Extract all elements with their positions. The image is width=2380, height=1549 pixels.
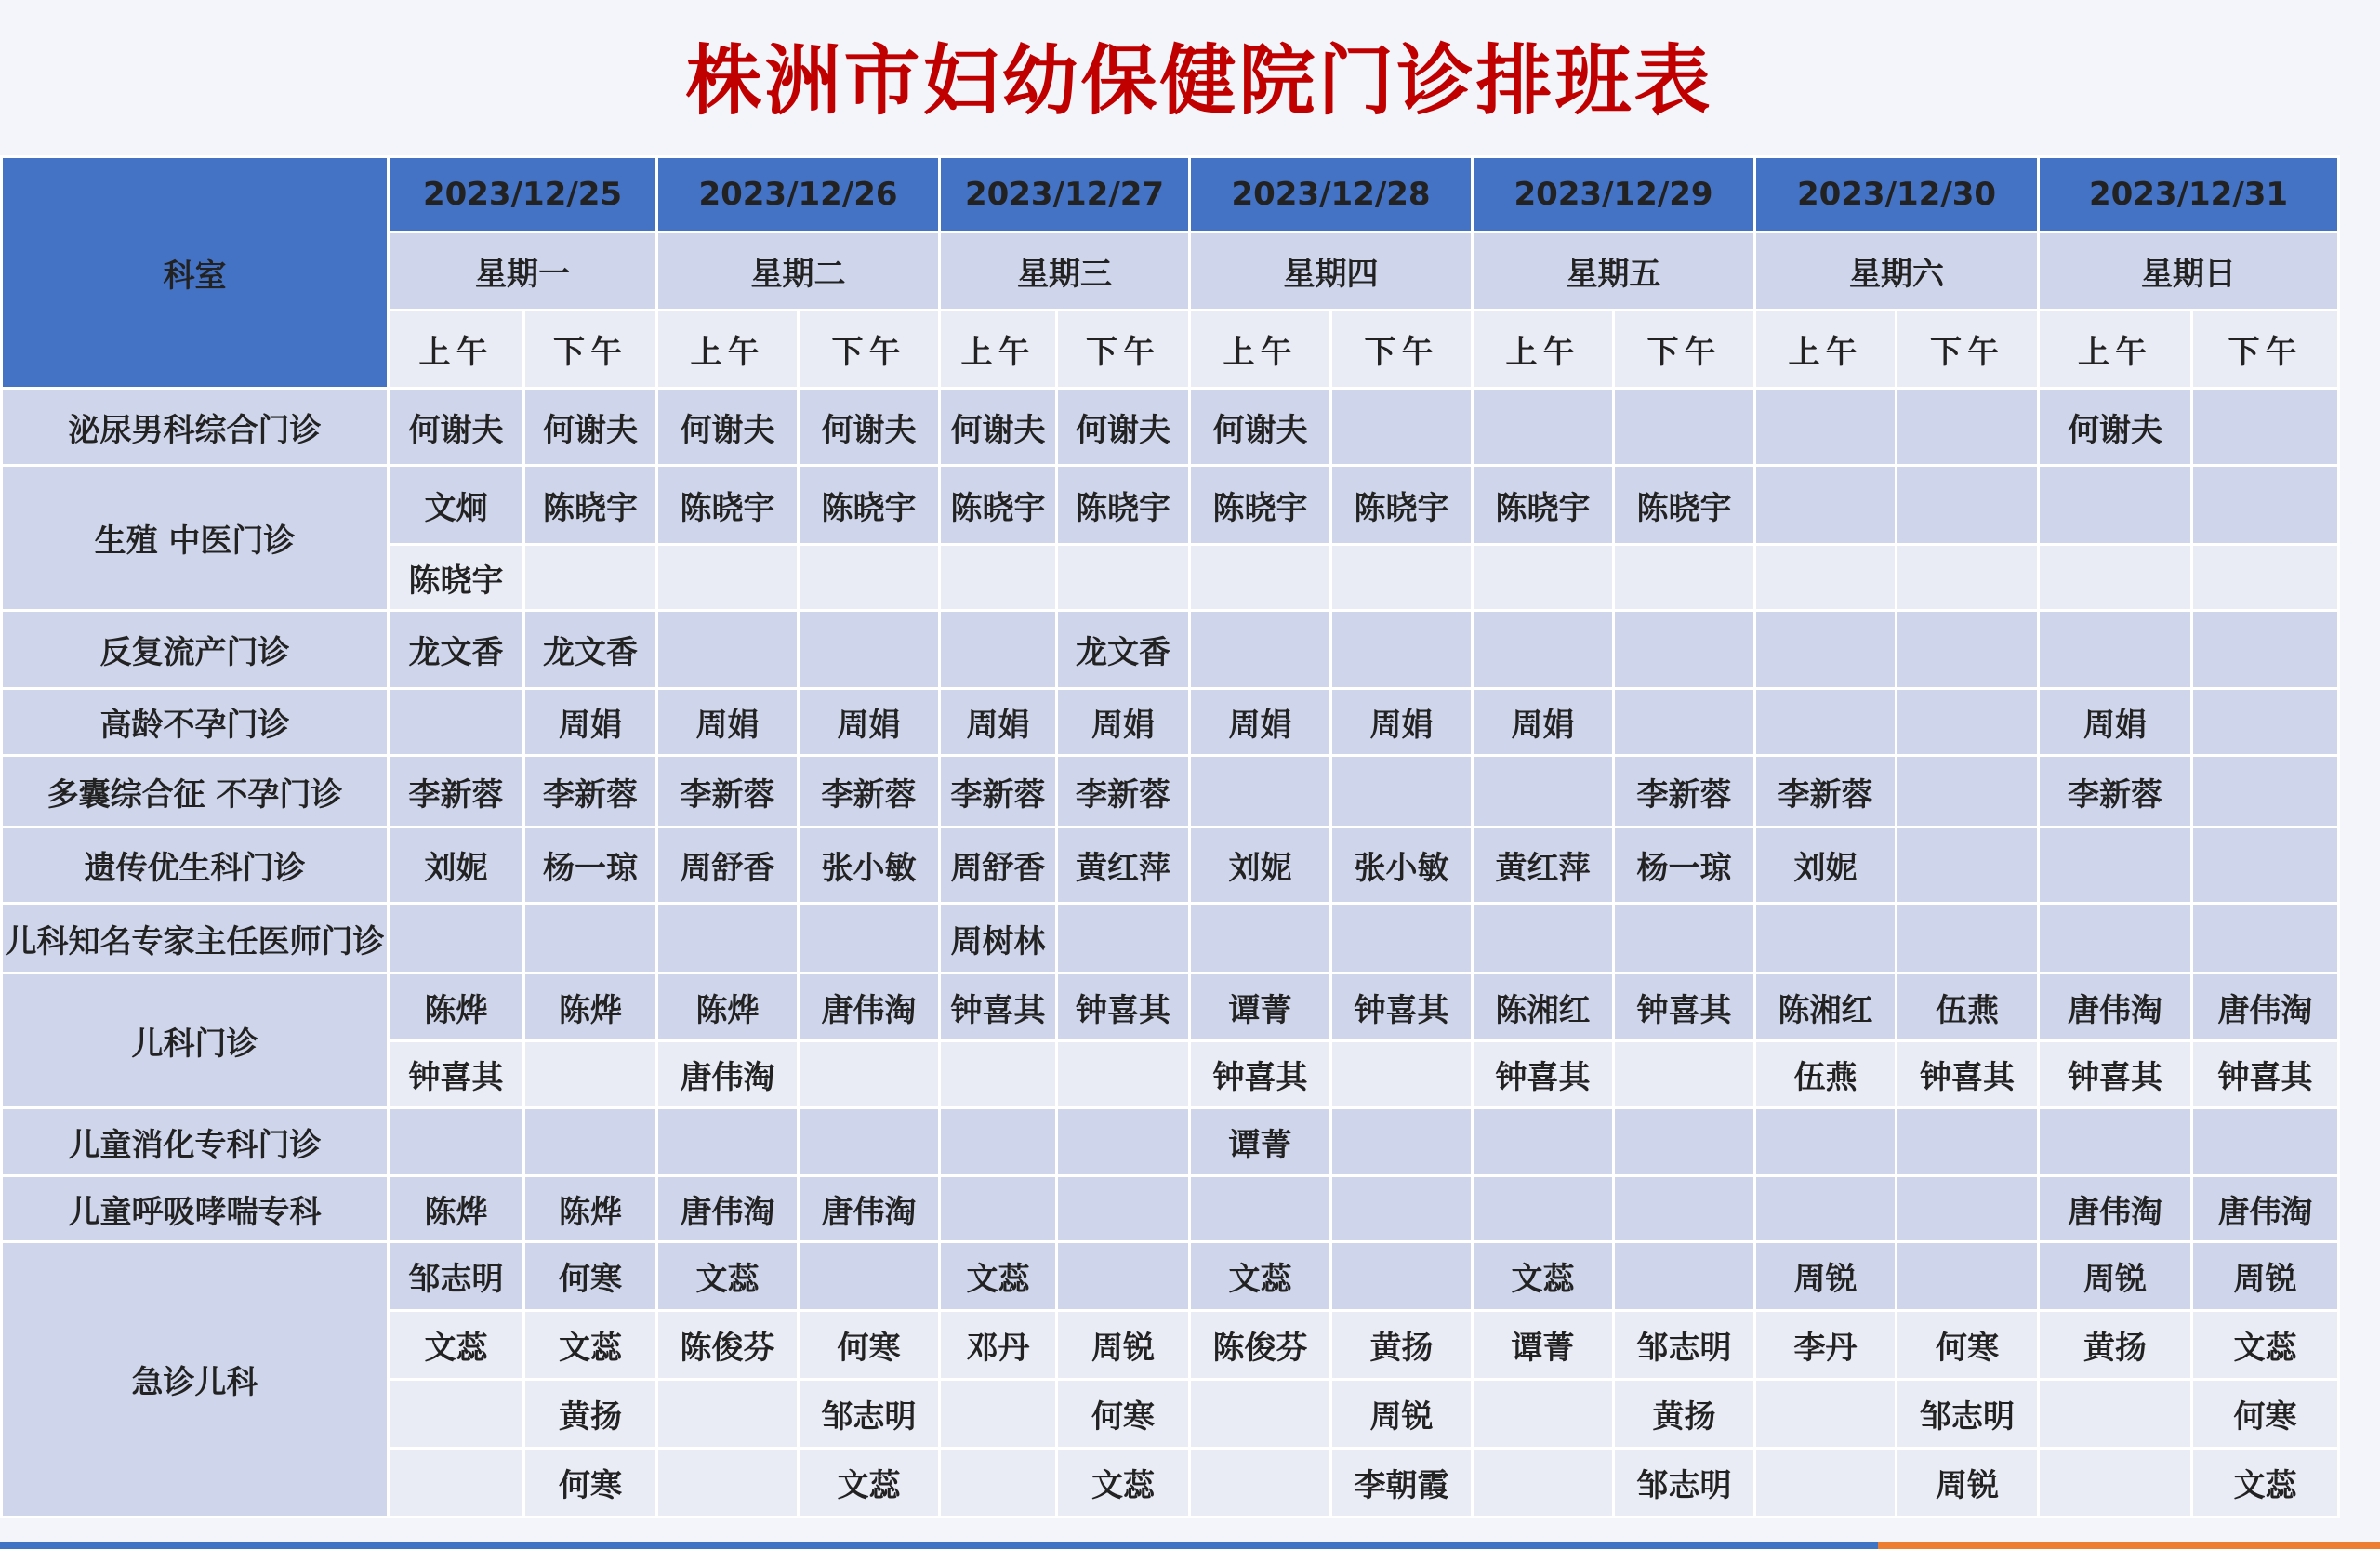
doctor-cell: 邹志明 <box>1897 1380 2039 1449</box>
doctor-cell <box>1331 1176 1473 1242</box>
doctor-cell <box>1614 1108 1755 1176</box>
table-row <box>2 1176 2339 1242</box>
doctor-cell: 龙文香 <box>1057 611 1190 689</box>
pm-header: 下午 <box>1614 311 1755 389</box>
doctor-cell: 周锐 <box>1057 1311 1190 1380</box>
dept-name: 反复流产门诊 <box>2 611 389 689</box>
doctor-cell: 周娟 <box>1331 689 1473 756</box>
doctor-cell: 刘妮 <box>389 827 524 904</box>
doctor-cell: 李新蓉 <box>940 756 1057 827</box>
doctor-cell: 李新蓉 <box>524 756 657 827</box>
doctor-cell <box>799 1041 940 1108</box>
footer-bar-accent <box>1878 1542 2380 1549</box>
doctor-cell <box>1331 904 1473 973</box>
doctor-cell: 龙文香 <box>389 611 524 689</box>
doctor-cell: 唐伟淘 <box>2039 1176 2192 1242</box>
doctor-cell <box>657 1449 799 1517</box>
doctor-cell <box>389 904 524 973</box>
doctor-cell: 何谢夫 <box>799 389 940 466</box>
doctor-cell <box>1614 1176 1755 1242</box>
doctor-cell <box>657 1108 799 1176</box>
doctor-cell: 陈俊芬 <box>1190 1311 1331 1380</box>
weekday-header: 星期六 <box>1755 232 2039 311</box>
doctor-cell <box>1755 1108 1897 1176</box>
schedule-body <box>2 389 2339 1517</box>
date-header: 2023/12/30 <box>1755 157 2039 232</box>
weekday-header: 星期二 <box>657 232 940 311</box>
doctor-cell <box>1614 611 1755 689</box>
doctor-cell: 陈晓宇 <box>1614 466 1755 545</box>
table-row <box>2 389 2339 466</box>
doctor-cell: 文蕊 <box>1190 1242 1331 1311</box>
doctor-cell <box>1897 545 2039 611</box>
weekday-header: 星期三 <box>940 232 1190 311</box>
doctor-cell <box>657 545 799 611</box>
doctor-cell: 李新蓉 <box>1057 756 1190 827</box>
doctor-cell <box>1614 389 1755 466</box>
table-row <box>2 1108 2339 1176</box>
doctor-cell <box>2192 689 2339 756</box>
doctor-cell <box>2039 466 2192 545</box>
doctor-cell <box>1190 1176 1331 1242</box>
schedule-table <box>0 155 2340 1518</box>
doctor-cell: 黄红萍 <box>1057 827 1190 904</box>
doctor-cell <box>2039 545 2192 611</box>
pm-header: 下午 <box>1331 311 1473 389</box>
doctor-cell <box>2192 611 2339 689</box>
doctor-cell <box>2192 827 2339 904</box>
date-header: 2023/12/29 <box>1473 157 1755 232</box>
doctor-cell: 陈晓宇 <box>940 466 1057 545</box>
doctor-cell <box>1614 904 1755 973</box>
doctor-cell: 杨一琼 <box>1614 827 1755 904</box>
doctor-cell: 何寒 <box>524 1242 657 1311</box>
doctor-cell: 何寒 <box>2192 1380 2339 1449</box>
weekday-header: 星期四 <box>1190 232 1473 311</box>
doctor-cell: 陈晓宇 <box>1473 466 1614 545</box>
doctor-cell: 周娟 <box>1473 689 1614 756</box>
doctor-cell: 伍燕 <box>1755 1041 1897 1108</box>
am-header: 上午 <box>1755 311 1897 389</box>
doctor-cell <box>1755 1176 1897 1242</box>
doctor-cell <box>1755 1449 1897 1517</box>
doctor-cell <box>940 611 1057 689</box>
doctor-cell: 文蕊 <box>2192 1449 2339 1517</box>
doctor-cell <box>799 904 940 973</box>
doctor-cell: 刘妮 <box>1190 827 1331 904</box>
doctor-cell: 文蕊 <box>524 1311 657 1380</box>
doctor-cell <box>1897 904 2039 973</box>
doctor-cell <box>940 1449 1057 1517</box>
doctor-cell <box>1897 389 2039 466</box>
date-header: 2023/12/25 <box>389 157 657 232</box>
doctor-cell: 周娟 <box>657 689 799 756</box>
doctor-cell <box>1473 1108 1614 1176</box>
doctor-cell: 唐伟淘 <box>657 1041 799 1108</box>
doctor-cell: 陈俊芬 <box>657 1311 799 1380</box>
doctor-cell <box>1331 1108 1473 1176</box>
doctor-cell: 陈晓宇 <box>1190 466 1331 545</box>
doctor-cell <box>1755 611 1897 689</box>
doctor-cell <box>1473 904 1614 973</box>
date-header: 2023/12/31 <box>2039 157 2339 232</box>
doctor-cell: 谭菁 <box>1190 973 1331 1041</box>
doctor-cell: 钟喜其 <box>1614 973 1755 1041</box>
doctor-cell: 周娟 <box>1190 689 1331 756</box>
doctor-cell <box>1331 1242 1473 1311</box>
doctor-cell: 张小敏 <box>799 827 940 904</box>
doctor-cell: 龙文香 <box>524 611 657 689</box>
doctor-cell <box>2192 756 2339 827</box>
doctor-cell: 陈湘红 <box>1473 973 1614 1041</box>
doctor-cell: 钟喜其 <box>1897 1041 2039 1108</box>
doctor-cell <box>1755 545 1897 611</box>
doctor-cell <box>1755 689 1897 756</box>
doctor-cell: 黄红萍 <box>1473 827 1614 904</box>
doctor-cell <box>1190 611 1331 689</box>
doctor-cell <box>389 1108 524 1176</box>
doctor-cell <box>1897 827 2039 904</box>
doctor-cell: 周锐 <box>2039 1242 2192 1311</box>
doctor-cell <box>1614 545 1755 611</box>
doctor-cell: 钟喜其 <box>2039 1041 2192 1108</box>
doctor-cell: 文炯 <box>389 466 524 545</box>
doctor-cell: 邹志明 <box>389 1242 524 1311</box>
doctor-cell <box>1473 611 1614 689</box>
doctor-cell: 钟喜其 <box>389 1041 524 1108</box>
doctor-cell <box>2039 1449 2192 1517</box>
doctor-cell: 邹志明 <box>1614 1311 1755 1380</box>
doctor-cell <box>1057 1176 1190 1242</box>
am-header: 上午 <box>940 311 1057 389</box>
doctor-cell: 何谢夫 <box>1190 389 1331 466</box>
doctor-cell <box>940 545 1057 611</box>
table-row <box>2 689 2339 756</box>
doctor-cell: 唐伟淘 <box>2192 973 2339 1041</box>
doctor-cell <box>657 611 799 689</box>
doctor-cell <box>1473 1449 1614 1517</box>
doctor-cell: 谭菁 <box>1473 1311 1614 1380</box>
doctor-cell: 陈晓宇 <box>1057 466 1190 545</box>
doctor-cell <box>799 545 940 611</box>
doctor-cell <box>1190 1449 1331 1517</box>
doctor-cell <box>1473 1176 1614 1242</box>
weekday-header: 星期五 <box>1473 232 1755 311</box>
doctor-cell: 陈湘红 <box>1755 973 1897 1041</box>
doctor-cell: 陈晓宇 <box>524 466 657 545</box>
doctor-cell: 黄扬 <box>524 1380 657 1449</box>
dept-name: 高龄不孕门诊 <box>2 689 389 756</box>
doctor-cell: 周舒香 <box>657 827 799 904</box>
doctor-cell: 唐伟淘 <box>799 1176 940 1242</box>
doctor-cell: 邹志明 <box>799 1380 940 1449</box>
doctor-cell <box>1897 466 2039 545</box>
doctor-cell: 何寒 <box>799 1311 940 1380</box>
table-row <box>2 756 2339 827</box>
doctor-cell <box>799 1108 940 1176</box>
doctor-cell: 周娟 <box>799 689 940 756</box>
table-row <box>2 466 2339 545</box>
doctor-cell: 钟喜其 <box>940 973 1057 1041</box>
doctor-cell <box>2192 389 2339 466</box>
dept-name: 多囊综合征 不孕门诊 <box>2 756 389 827</box>
am-header: 上午 <box>657 311 799 389</box>
doctor-cell: 陈晓宇 <box>799 466 940 545</box>
pm-header: 下午 <box>2192 311 2339 389</box>
doctor-cell <box>1057 1242 1190 1311</box>
doctor-cell: 周娟 <box>1057 689 1190 756</box>
doctor-cell: 陈烨 <box>657 973 799 1041</box>
doctor-cell: 钟喜其 <box>1057 973 1190 1041</box>
doctor-cell: 周树林 <box>940 904 1057 973</box>
doctor-cell: 李朝霞 <box>1331 1449 1473 1517</box>
doctor-cell <box>389 1380 524 1449</box>
doctor-cell: 何寒 <box>1897 1311 2039 1380</box>
doctor-cell <box>389 689 524 756</box>
doctor-cell: 陈晓宇 <box>389 545 524 611</box>
doctor-cell: 伍燕 <box>1897 973 2039 1041</box>
table-row <box>2 904 2339 973</box>
am-header: 上午 <box>389 311 524 389</box>
doctor-cell <box>1190 756 1331 827</box>
dept-name: 生殖 中医门诊 <box>2 466 389 611</box>
dept-name: 泌尿男科综合门诊 <box>2 389 389 466</box>
doctor-cell: 钟喜其 <box>2192 1041 2339 1108</box>
pm-header: 下午 <box>524 311 657 389</box>
doctor-cell: 钟喜其 <box>1331 973 1473 1041</box>
dept-name: 儿童呼吸哮喘专科 <box>2 1176 389 1242</box>
doctor-cell <box>524 1108 657 1176</box>
am-header: 上午 <box>1190 311 1331 389</box>
pm-header: 下午 <box>1897 311 2039 389</box>
date-header: 2023/12/26 <box>657 157 940 232</box>
doctor-cell <box>940 1108 1057 1176</box>
doctor-cell <box>2039 827 2192 904</box>
doctor-cell <box>2039 904 2192 973</box>
doctor-cell: 李新蓉 <box>1755 756 1897 827</box>
doctor-cell: 文蕊 <box>2192 1311 2339 1380</box>
doctor-cell <box>1755 389 1897 466</box>
doctor-cell <box>1190 904 1331 973</box>
doctor-cell: 何谢夫 <box>940 389 1057 466</box>
doctor-cell <box>1331 611 1473 689</box>
doctor-cell <box>940 1380 1057 1449</box>
doctor-cell <box>1057 904 1190 973</box>
date-row <box>2 157 2339 232</box>
doctor-cell <box>2192 545 2339 611</box>
doctor-cell: 文蕊 <box>799 1449 940 1517</box>
doctor-cell: 何谢夫 <box>389 389 524 466</box>
doctor-cell <box>1897 689 2039 756</box>
doctor-cell <box>1473 389 1614 466</box>
doctor-cell: 李新蓉 <box>1614 756 1755 827</box>
table-row <box>2 1242 2339 1311</box>
doctor-cell <box>1897 611 2039 689</box>
doctor-cell: 周锐 <box>1897 1449 2039 1517</box>
am-header: 上午 <box>1473 311 1614 389</box>
doctor-cell <box>524 545 657 611</box>
doctor-cell: 黄扬 <box>2039 1311 2192 1380</box>
doctor-cell: 陈烨 <box>524 973 657 1041</box>
doctor-cell: 何谢夫 <box>524 389 657 466</box>
doctor-cell: 谭菁 <box>1190 1108 1331 1176</box>
doctor-cell <box>940 1041 1057 1108</box>
doctor-cell: 陈晓宇 <box>1331 466 1473 545</box>
doctor-cell: 何谢夫 <box>1057 389 1190 466</box>
doctor-cell <box>799 1242 940 1311</box>
date-header: 2023/12/28 <box>1190 157 1473 232</box>
doctor-cell: 李新蓉 <box>799 756 940 827</box>
doctor-cell <box>2192 1108 2339 1176</box>
doctor-cell <box>1614 1242 1755 1311</box>
date-header: 2023/12/27 <box>940 157 1190 232</box>
doctor-cell: 陈烨 <box>389 1176 524 1242</box>
doctor-cell: 陈晓宇 <box>657 466 799 545</box>
doctor-cell: 邹志明 <box>1614 1449 1755 1517</box>
doctor-cell <box>2192 466 2339 545</box>
doctor-cell: 周娟 <box>2039 689 2192 756</box>
doctor-cell: 周锐 <box>1755 1242 1897 1311</box>
doctor-cell: 周锐 <box>2192 1242 2339 1311</box>
doctor-cell: 陈烨 <box>389 973 524 1041</box>
doctor-cell: 邓丹 <box>940 1311 1057 1380</box>
am-header: 上午 <box>2039 311 2192 389</box>
doctor-cell: 周舒香 <box>940 827 1057 904</box>
weekday-header: 星期一 <box>389 232 657 311</box>
doctor-cell: 文蕊 <box>940 1242 1057 1311</box>
doctor-cell <box>524 904 657 973</box>
doctor-cell: 唐伟淘 <box>657 1176 799 1242</box>
dept-name: 儿科知名专家主任医师门诊 <box>2 904 389 973</box>
doctor-cell <box>1057 545 1190 611</box>
pm-header: 下午 <box>1057 311 1190 389</box>
doctor-cell <box>1473 545 1614 611</box>
doctor-cell: 何寒 <box>524 1449 657 1517</box>
doctor-cell <box>2192 904 2339 973</box>
doctor-cell: 李新蓉 <box>2039 756 2192 827</box>
doctor-cell: 钟喜其 <box>1473 1041 1614 1108</box>
doctor-cell: 黄扬 <box>1331 1311 1473 1380</box>
doctor-cell: 李丹 <box>1755 1311 1897 1380</box>
doctor-cell <box>1897 756 2039 827</box>
doctor-cell <box>1331 545 1473 611</box>
doctor-cell: 李新蓉 <box>389 756 524 827</box>
table-row <box>2 827 2339 904</box>
doctor-cell <box>799 611 940 689</box>
doctor-cell: 钟喜其 <box>1190 1041 1331 1108</box>
doctor-cell: 文蕊 <box>657 1242 799 1311</box>
doctor-cell <box>2039 1108 2192 1176</box>
doctor-cell: 刘妮 <box>1755 827 1897 904</box>
table-row <box>2 611 2339 689</box>
doctor-cell: 何谢夫 <box>2039 389 2192 466</box>
page-title: 株洲市妇幼保健院门诊排班表 <box>685 37 1713 126</box>
doctor-cell <box>940 1176 1057 1242</box>
dept-header: 科室 <box>2 157 389 389</box>
doctor-cell <box>1897 1176 2039 1242</box>
doctor-cell: 唐伟淘 <box>2039 973 2192 1041</box>
doctor-cell <box>1057 1108 1190 1176</box>
doctor-cell <box>1614 689 1755 756</box>
doctor-cell <box>1614 1041 1755 1108</box>
doctor-cell: 黄扬 <box>1614 1380 1755 1449</box>
doctor-cell: 周娟 <box>940 689 1057 756</box>
dept-name: 儿童消化专科门诊 <box>2 1108 389 1176</box>
dept-name: 急诊儿科 <box>2 1242 389 1517</box>
doctor-cell <box>1755 1380 1897 1449</box>
doctor-cell <box>657 1380 799 1449</box>
doctor-cell <box>2039 611 2192 689</box>
doctor-cell: 杨一琼 <box>524 827 657 904</box>
doctor-cell: 唐伟淘 <box>2192 1176 2339 1242</box>
doctor-cell: 陈烨 <box>524 1176 657 1242</box>
doctor-cell <box>1473 1380 1614 1449</box>
doctor-cell <box>1473 756 1614 827</box>
doctor-cell: 何寒 <box>1057 1380 1190 1449</box>
doctor-cell <box>2039 1380 2192 1449</box>
doctor-cell: 周娟 <box>524 689 657 756</box>
doctor-cell: 唐伟淘 <box>799 973 940 1041</box>
doctor-cell <box>1331 389 1473 466</box>
doctor-cell <box>1331 756 1473 827</box>
doctor-cell <box>1897 1242 2039 1311</box>
doctor-cell: 文蕊 <box>1057 1449 1190 1517</box>
doctor-cell <box>657 904 799 973</box>
doctor-cell <box>1755 904 1897 973</box>
doctor-cell <box>1897 1108 2039 1176</box>
doctor-cell: 何谢夫 <box>657 389 799 466</box>
doctor-cell <box>1331 1041 1473 1108</box>
doctor-cell <box>524 1041 657 1108</box>
doctor-cell <box>1057 1041 1190 1108</box>
doctor-cell <box>1755 466 1897 545</box>
doctor-cell: 周锐 <box>1331 1380 1473 1449</box>
doctor-cell <box>1190 1380 1331 1449</box>
doctor-cell: 张小敏 <box>1331 827 1473 904</box>
doctor-cell: 文蕊 <box>1473 1242 1614 1311</box>
pm-header: 下午 <box>799 311 940 389</box>
table-row <box>2 973 2339 1041</box>
weekday-header: 星期日 <box>2039 232 2339 311</box>
doctor-cell <box>1190 545 1331 611</box>
doctor-cell: 文蕊 <box>389 1311 524 1380</box>
doctor-cell: 李新蓉 <box>657 756 799 827</box>
dept-name: 遗传优生科门诊 <box>2 827 389 904</box>
dept-name: 儿科门诊 <box>2 973 389 1108</box>
doctor-cell <box>389 1449 524 1517</box>
